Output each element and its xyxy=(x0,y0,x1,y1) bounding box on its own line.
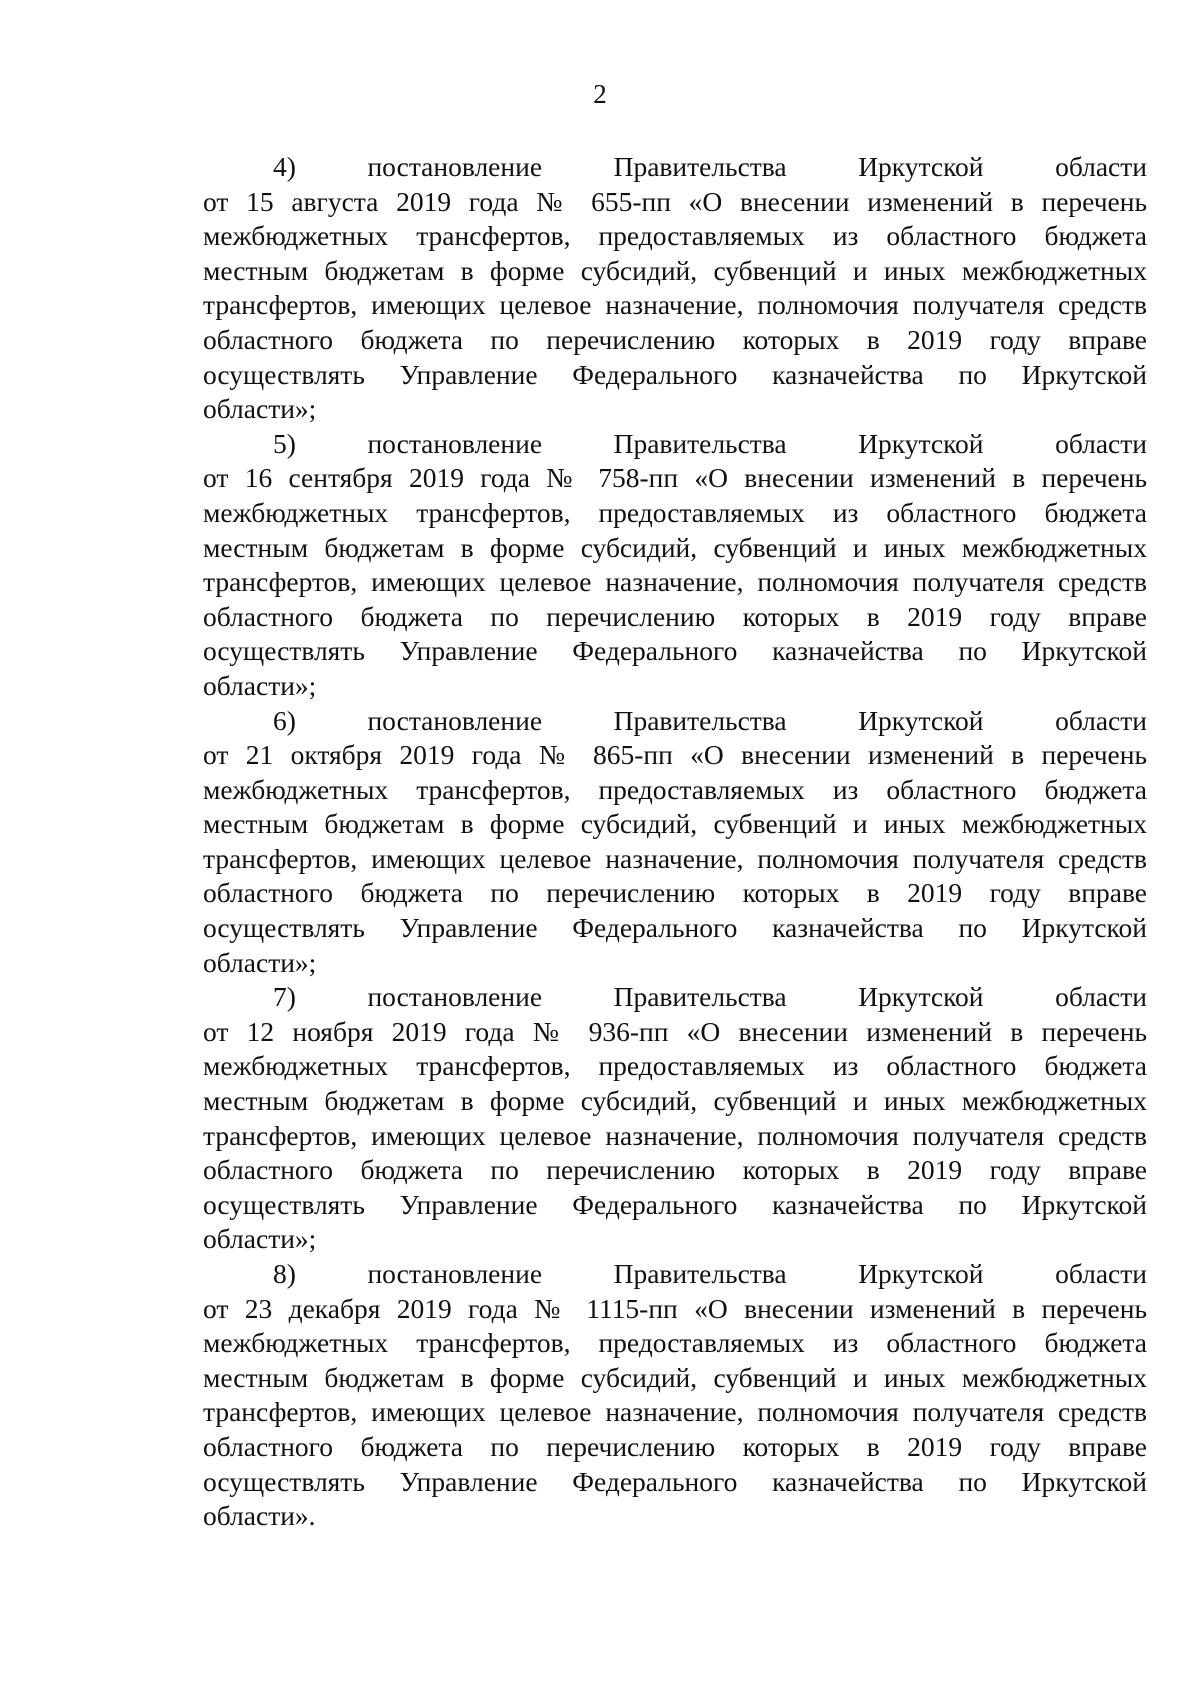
text-line: местным бюджетам в форме субсидий, субвенций и иных межбюджетных xyxy=(203,531,1147,563)
text-line: трансфертов, имеющих целевое назначение, полномочия получателя средств xyxy=(203,1119,1147,1151)
page-number: 2 xyxy=(593,79,607,109)
text-line: местным бюджетам в форме субсидий, субвенций и иных межбюджетных xyxy=(203,1361,1147,1393)
text-line: трансфертов, имеющих целевое назначение, полномочия получателя средств xyxy=(203,289,1147,321)
text-line: трансфертов, имеющих целевое назначение, полномочия получателя средств xyxy=(203,1396,1147,1428)
text-line: от 16 сентября 2019 года № 758-пп «О внесении изменений в перечень xyxy=(203,462,1147,494)
text-line: осуществлять Управление Федерального казначейства по Иркутской xyxy=(203,635,1147,667)
list-item-5 xyxy=(203,427,1147,704)
list-item-6 xyxy=(203,704,1147,981)
list-item-4 xyxy=(203,150,1147,427)
text-line: трансфертов, имеющих целевое назначение, полномочия получателя средств xyxy=(203,842,1147,874)
text-line: 5) постановление Правительства Иркутской области xyxy=(273,427,1147,459)
text-line: 7) постановление Правительства Иркутской области xyxy=(273,981,1147,1013)
text-line: осуществлять Управление Федерального казначейства по Иркутской xyxy=(203,1188,1147,1220)
text-line: межбюджетных трансфертов, предоставляемых из областного бюджета xyxy=(203,773,1147,805)
text-line: местным бюджетам в форме субсидий, субвенций и иных межбюджетных xyxy=(203,808,1147,840)
text-line: областного бюджета по перечислению которых в 2019 году вправе xyxy=(203,323,1147,355)
text-line: 6) постановление Правительства Иркутской области xyxy=(273,704,1147,736)
text-line: межбюджетных трансфертов, предоставляемых из областного бюджета xyxy=(203,496,1147,528)
text-line: осуществлять Управление Федерального казначейства по Иркутской xyxy=(203,358,1147,390)
text-line: области»; xyxy=(203,669,317,701)
text-line: местным бюджетам в форме субсидий, субвенций и иных межбюджетных xyxy=(203,1085,1147,1117)
text-line: от 12 ноября 2019 года № 936-пп «О внесении изменений в перечень xyxy=(203,1015,1147,1047)
text-line: от 23 декабря 2019 года № 1115-пп «О внесении изменений в перечень xyxy=(203,1292,1147,1324)
text-line: межбюджетных трансфертов, предоставляемых из областного бюджета xyxy=(203,220,1147,252)
text-line: от 15 августа 2019 года № 655-пп «О внесении изменений в перечень xyxy=(203,185,1147,217)
text-line: областного бюджета по перечислению которых в 2019 году вправе xyxy=(203,1154,1147,1186)
text-line: межбюджетных трансфертов, предоставляемых из областного бюджета xyxy=(203,1050,1147,1082)
text-line: области»; xyxy=(203,1223,317,1255)
text-line: области»; xyxy=(203,393,317,425)
document-body xyxy=(203,150,1147,1534)
text-line: 8) постановление Правительства Иркутской области xyxy=(273,1258,1147,1289)
list-item-8 xyxy=(203,1257,1147,1534)
text-line: области»; xyxy=(203,946,317,978)
text-line: трансфертов, имеющих целевое назначение, полномочия получателя средств xyxy=(203,566,1147,598)
list-item-7 xyxy=(203,980,1147,1257)
text-line: 4) постановление Правительства Иркутской области xyxy=(273,151,1147,182)
text-line: осуществлять Управление Федерального казначейства по Иркутской xyxy=(203,912,1147,944)
text-line: осуществлять Управление Федерального казначейства по Иркутской xyxy=(203,1465,1147,1497)
text-line: межбюджетных трансфертов, предоставляемых из областного бюджета xyxy=(203,1327,1147,1359)
text-line: областного бюджета по перечислению которых в 2019 году вправе xyxy=(203,600,1147,632)
text-line: областного бюджета по перечислению которых в 2019 году вправе xyxy=(203,1430,1147,1462)
text-line: области». xyxy=(203,1500,316,1532)
text-line: местным бюджетам в форме субсидий, субвенций и иных межбюджетных xyxy=(203,254,1147,286)
text-line: областного бюджета по перечислению которых в 2019 году вправе xyxy=(203,877,1147,909)
text-line: от 21 октября 2019 года № 865-пп «О внесении изменений в перечень xyxy=(203,739,1147,771)
